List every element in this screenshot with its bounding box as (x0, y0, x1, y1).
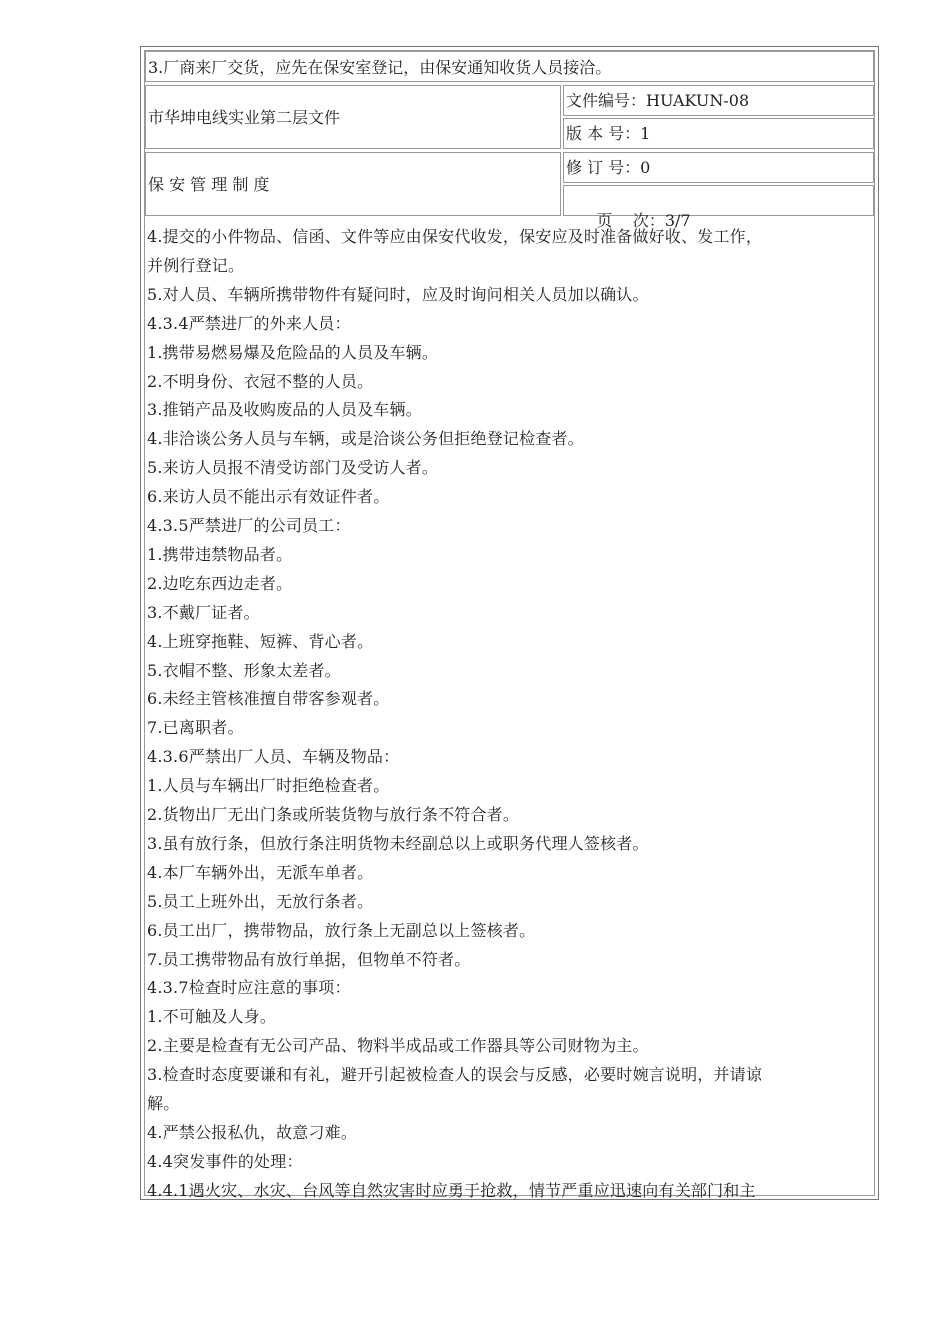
body-line: 5.员工上班外出，无放行条者。 (147, 891, 374, 911)
doc-no-cell (563, 85, 874, 116)
body-line: 7.已离职者。 (147, 718, 244, 738)
top-line-text: 3.厂商来厂交货，应先在保安室登记，由保安通知收货人员接洽。 (148, 58, 612, 77)
body-line: 解。 (147, 1094, 180, 1113)
document-body (147, 217, 872, 1200)
title-cell (145, 152, 561, 216)
version-number: 版 本 号：1 (566, 124, 651, 143)
body-line: 4.非洽谈公务人员与车辆，或是洽谈公务但拒绝登记检查者。 (147, 429, 584, 449)
body-line: 6.未经主管核准擅自带客参观者。 (147, 689, 390, 709)
document-page (140, 46, 879, 1200)
body-line: 5.对人员、车辆所携带物件有疑问时，应及时询问相关人员加以确认。 (147, 284, 649, 304)
body-line: 4.3.6严禁出厂人员、车辆及物品： (147, 747, 400, 767)
body-line: 4.4突发事件的处理： (147, 1151, 303, 1171)
body-line: 2.货物出厂无出门条或所装货物与放行条不符合者。 (147, 805, 520, 824)
body-line: 4.本厂车辆外出，无派车单者。 (147, 862, 374, 882)
body-line: 3.虽有放行条，但放行条注明货物未经副总以上或职务代理人签核者。 (147, 833, 649, 853)
revision-number: 修 订 号：0 (566, 158, 651, 177)
body-line: 4.提交的小件物品、信函、文件等应由保安代收发，保安应及时准备做好收、发工作， (147, 227, 763, 246)
body-line: 4.4.1遇火灾、水灾、台风等自然灾害时应勇于抢救，情节严重应迅速向有关部门和主 (147, 1180, 756, 1200)
body-line: 3.不戴厂证者。 (147, 602, 260, 622)
doc-number: 文件编号：HUAKUN-08 (566, 91, 750, 110)
body-line: 并例行登记。 (147, 255, 245, 275)
body-line: 5.来访人员报不清受访部门及受访人者。 (147, 458, 439, 478)
body-line: 4.上班穿拖鞋、短裤、背心者。 (147, 631, 374, 651)
body-line: 1.携带违禁物品者。 (147, 544, 293, 564)
body-line: 1.人员与车辆出厂时拒绝检查者。 (147, 776, 390, 796)
body-line: 2.主要是检查有无公司产品、物料半成品或工作器具等公司财物为主。 (147, 1036, 649, 1056)
body-line: 4.3.5严禁进厂的公司员工： (147, 516, 351, 535)
body-line: 4.3.7检查时应注意的事项： (147, 978, 351, 998)
company-name: 市华坤电线实业第二层文件 (148, 108, 341, 127)
body-line: 3.检查时态度要谦和有礼，避开引起被检查人的误会与反感，必要时婉言说明，并请谅 (147, 1065, 763, 1085)
body-line: 1.携带易燃易爆及危险品的人员及车辆。 (147, 342, 439, 362)
body-line: 7.员工携带物品有放行单据，但物单不符者。 (147, 949, 471, 969)
body-line: 6.来访人员不能出示有效证件者。 (147, 487, 390, 507)
top-line-cell (145, 51, 874, 82)
body-line: 6.员工出厂，携带物品，放行条上无副总以上签核者。 (147, 920, 536, 940)
page-number: 页 次：3/7 (596, 211, 691, 230)
body-line: 1.不可触及人身。 (147, 1007, 277, 1027)
document-frame (144, 50, 875, 1200)
document-title: 保 安 管 理 制 度 (148, 175, 270, 194)
body-line: 4.3.4严禁进厂的外来人员： (147, 313, 351, 333)
company-cell (145, 85, 561, 149)
body-line: 5.衣帽不整、形象太差者。 (147, 660, 341, 680)
body-line: 3.推销产品及收购废品的人员及车辆。 (147, 400, 422, 420)
revision-cell (563, 152, 874, 183)
body-line: 2.边吃东西边走者。 (147, 573, 293, 593)
version-cell (563, 118, 874, 149)
page-cell (563, 185, 874, 230)
body-line: 2.不明身份、衣冠不整的人员。 (147, 371, 374, 391)
body-line: 4.严禁公报私仇，故意刁难。 (147, 1122, 358, 1142)
